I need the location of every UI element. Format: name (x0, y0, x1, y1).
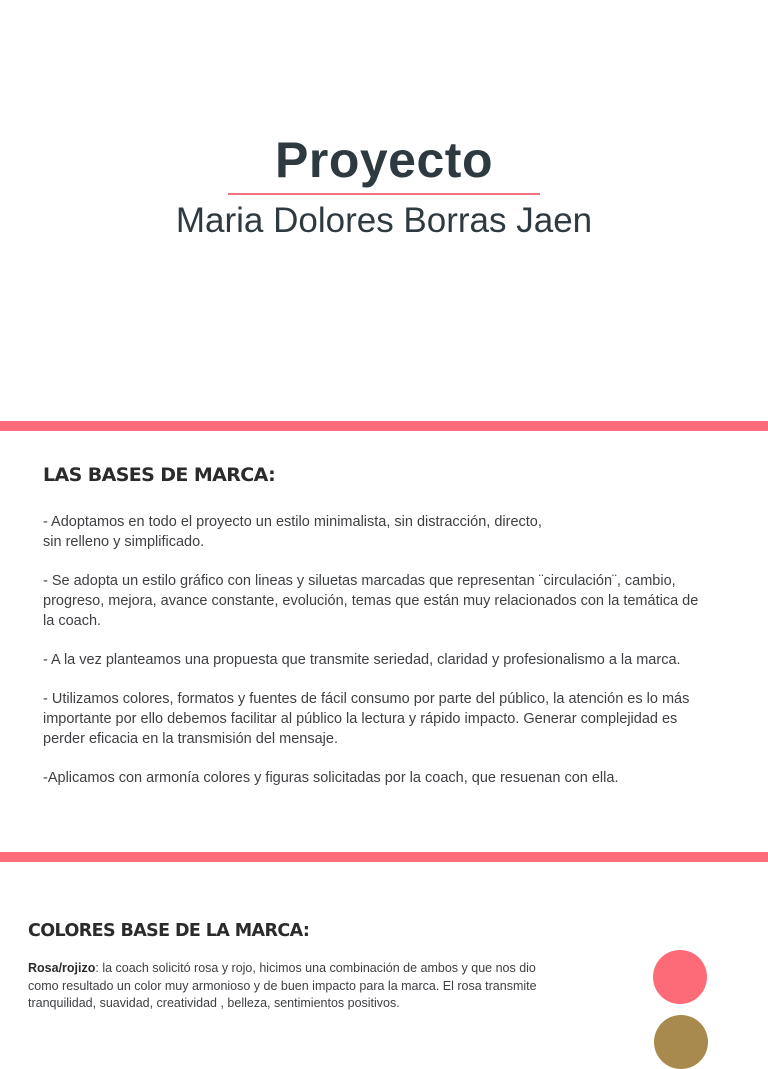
color-desc-line: como resultado un color muy armonioso y de buen impacto para la marca. El rosa transmite (28, 978, 537, 993)
paragraph (43, 689, 733, 749)
color-desc-line: tranquilidad, suavidad, creatividad , belleza, sentimientos positivos. (28, 996, 400, 1010)
paragraph (43, 512, 733, 552)
paragraph-line: perder eficacia en la transmisión del mensaje. (43, 731, 338, 747)
section-heading: COLORES BASE DE LA MARCA: (28, 921, 310, 941)
paragraph-line: - Se adopta un estilo gráfico con lineas y siluetas marcadas que representan ¨circulación¨, cambio, (43, 573, 676, 589)
color-swatch-gold (654, 1015, 708, 1069)
section-heading: LAS BASES DE MARCA: (43, 464, 276, 486)
color-swatch-pink (653, 950, 707, 1004)
paragraph-line: - Adoptamos en todo el proyecto un estilo minimalista, sin distracción, directo, (43, 514, 542, 530)
color-desc-line: : la coach solicitó rosa y rojo, hicimos una combinación de ambos y que nos dio (95, 961, 536, 975)
page-title: Proyecto (275, 132, 493, 188)
paragraph-line: sin relleno y simplificado. (43, 534, 205, 550)
paragraph-line: la coach. (43, 613, 102, 629)
paragraph-line: -Aplicamos con armonía colores y figuras solicitadas por la coach, que resuenan con ella. (43, 770, 619, 786)
paragraph (43, 768, 733, 788)
color-description (28, 960, 568, 1013)
cover-section (0, 0, 768, 420)
paragraph-line: - A la vez planteamos una propuesta que transmite seriedad, claridad y profesionalismo a la marca. (43, 652, 681, 668)
author-name: Maria Dolores Borras Jaen (175, 201, 593, 240)
paragraph (43, 571, 733, 631)
section-divider-band (0, 852, 768, 862)
section-divider-band (0, 421, 768, 431)
brand-colors-section (28, 918, 748, 1013)
color-term: Rosa/rojizo (28, 961, 96, 975)
title-divider (228, 193, 540, 195)
paragraph-line: importante por ello debemos facilitar al público la lectura y rápido impacto. Generar complejidad es (43, 711, 678, 727)
brand-bases-section (43, 460, 733, 807)
paragraph-line: progreso, mejora, avance constante, evolución, temas que están muy relacionados con la temática de (43, 593, 699, 609)
paragraph (43, 650, 733, 670)
paragraph-line: - Utilizamos colores, formatos y fuentes de fácil consumo por parte del público, la atención es lo más (43, 691, 690, 707)
